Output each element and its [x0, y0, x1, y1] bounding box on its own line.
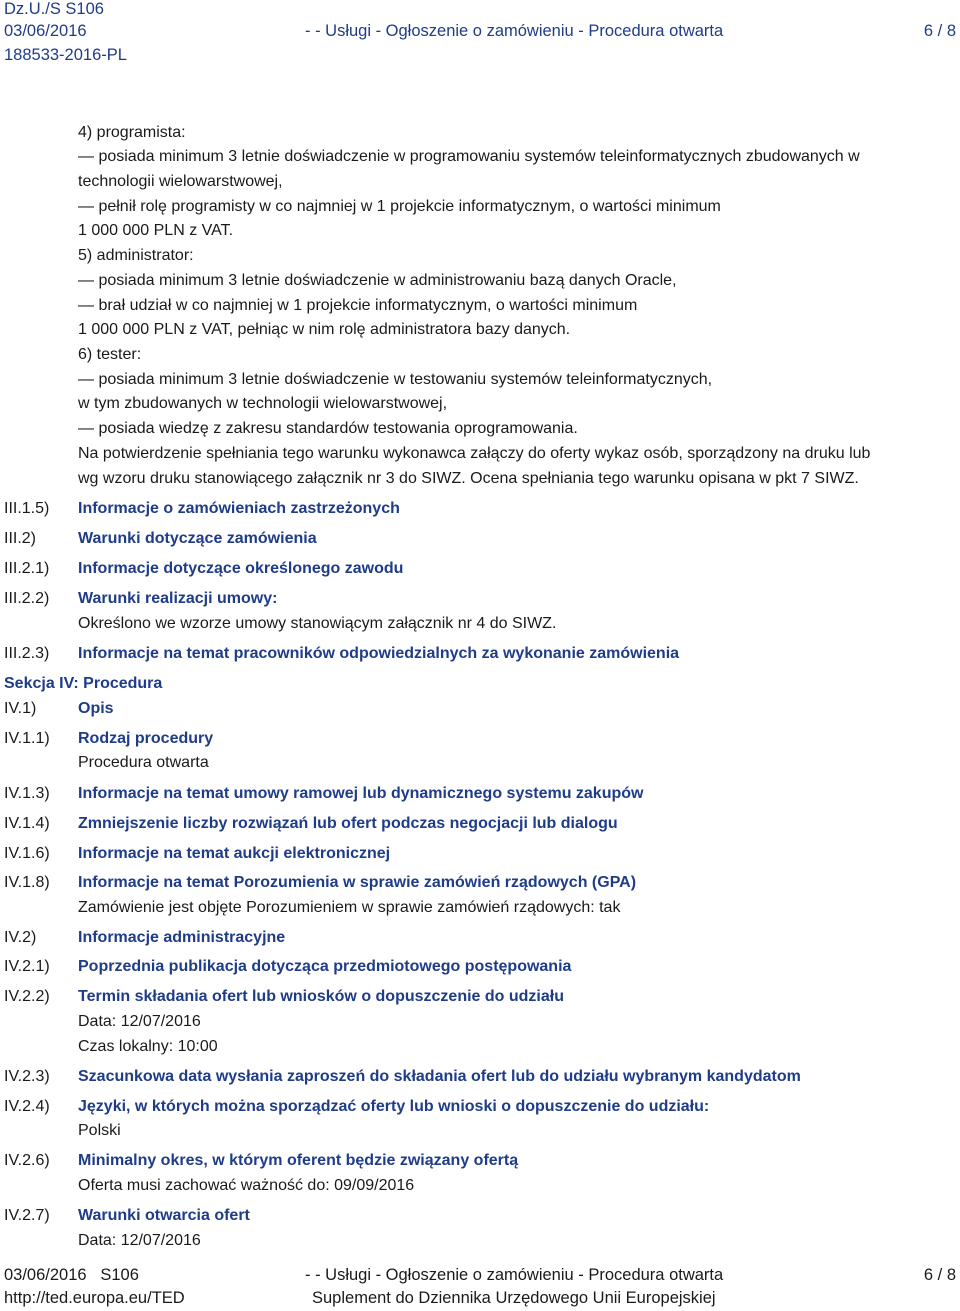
item-number: III.2.1) [4, 560, 50, 577]
item-title: Opis [78, 700, 114, 717]
item-title: Informacje na temat pracowników odpowiedzialnych za wykonanie zamówienia [78, 645, 680, 662]
body-line: wg wzoru druku stanowiącego załącznik nr 3 do SIWZ. Ocena spełniania tego warunku opisana w pkt 7 SIWZ. [78, 470, 859, 487]
item-text: Data: 12/07/2016 [78, 1232, 201, 1249]
item-number: IV.2.2) [4, 988, 50, 1005]
section-heading: Sekcja IV: Procedura [4, 675, 163, 692]
item-number: IV.2.7) [4, 1207, 50, 1224]
item-title: Minimalny okres, w którym oferent będzie związany ofertą [78, 1152, 519, 1169]
item-title: Warunki dotyczące zamówienia [78, 530, 317, 547]
footer-url: http://ted.europa.eu/TED [4, 1289, 185, 1307]
body-line: 5) administrator: [78, 247, 194, 264]
item-number: IV.2.1) [4, 958, 50, 975]
item-title: Informacje administracyjne [78, 929, 286, 946]
header-journal: Dz.U./S S106 [4, 0, 104, 18]
footer-supplement: Suplement do Dziennika Urzędowego Unii Europejskiej [312, 1289, 716, 1307]
item-title: Informacje na temat umowy ramowej lub dynamicznego systemu zakupów [78, 785, 644, 802]
item-text: Określono we wzorze umowy stanowiącym załącznik nr 4 do SIWZ. [78, 615, 557, 632]
item-text: Zamówienie jest objęte Porozumieniem w sprawie zamówień rządowych: tak [78, 899, 621, 916]
item-title: Warunki realizacji umowy: [78, 590, 278, 607]
item-number: III.2.3) [4, 645, 50, 662]
body-line: — posiada minimum 3 letnie doświadczenie w programowaniu systemów teleinformatycznych zbudowanych w [78, 148, 860, 165]
item-number: IV.2.6) [4, 1152, 50, 1169]
item-title: Informacje na temat Porozumienia w sprawie zamówień rządowych (GPA) [78, 874, 637, 891]
item-text: Procedura otwarta [78, 754, 209, 771]
footer-notice: - - Usługi - Ogłoszenie o zamówieniu - Procedura otwarta [305, 1266, 724, 1284]
item-number: III.2.2) [4, 590, 50, 607]
body-line: — brał udział w co najmniej w 1 projekcie informatycznym, o wartości minimum [78, 297, 638, 314]
item-title: Poprzednia publikacja dotycząca przedmiotowego postępowania [78, 958, 572, 975]
header-date: 03/06/2016 [4, 22, 87, 40]
body-line: 1 000 000 PLN z VAT, pełniąc w nim rolę administratora bazy danych. [78, 321, 571, 338]
item-title: Warunki otwarcia ofert [78, 1207, 250, 1224]
item-number: IV.1.3) [4, 785, 50, 802]
item-title: Informacje dotyczące określonego zawodu [78, 560, 404, 577]
item-number: IV.1.1) [4, 730, 50, 747]
body-line: — posiada wiedzę z zakresu standardów testowania oprogramowania. [78, 420, 578, 437]
item-number: IV.2.3) [4, 1068, 50, 1085]
item-title: Języki, w których można sporządzać oferty lub wnioski o dopuszczenie do udziału: [78, 1098, 710, 1115]
body-line: Na potwierdzenie spełniania tego warunku wykonawca załączy do oferty wykaz osób, sporządzony na druku lub [78, 445, 871, 462]
item-text: Czas lokalny: 10:00 [78, 1038, 218, 1055]
body-line: w tym zbudowanych w technologii wielowarstwowej, [78, 395, 448, 412]
item-text: Data: 12/07/2016 [78, 1013, 201, 1030]
body-line: 4) programista: [78, 124, 186, 141]
header-notice: - - Usługi - Ogłoszenie o zamówieniu - Procedura otwarta [305, 22, 724, 40]
item-title: Zmniejszenie liczby rozwiązań lub ofert podczas negocjacji lub dialogu [78, 815, 618, 832]
item-number: IV.1) [4, 700, 37, 717]
item-title: Informacje na temat aukcji elektronicznej [78, 845, 391, 862]
footer-date: 03/06/2016 S106 [4, 1266, 139, 1284]
item-number: III.2) [4, 530, 37, 547]
body-line: — pełnił rolę programisty w co najmniej w 1 projekcie informatycznym, o wartości minimum [78, 198, 721, 215]
item-text: Polski [78, 1122, 121, 1139]
body-line: — posiada minimum 3 letnie doświadczenie w administrowaniu bazą danych Oracle, [78, 272, 677, 289]
body-line: 6) tester: [78, 346, 142, 363]
item-number: IV.2.4) [4, 1098, 50, 1115]
item-text: Oferta musi zachować ważność do: 09/09/2016 [78, 1177, 415, 1194]
item-number: IV.1.8) [4, 874, 50, 891]
item-number: IV.1.4) [4, 815, 50, 832]
body-line: 1 000 000 PLN z VAT. [78, 222, 234, 239]
body-line: technologii wielowarstwowej, [78, 173, 283, 190]
header-ref: 188533-2016-PL [4, 46, 127, 64]
item-number: IV.1.6) [4, 845, 50, 862]
footer-page: 6 / 8 [923, 1266, 956, 1284]
item-number: III.1.5) [4, 500, 50, 517]
item-title: Rodzaj procedury [78, 730, 214, 747]
item-title: Informacje o zamówieniach zastrzeżonych [78, 500, 400, 517]
body-line: — posiada minimum 3 letnie doświadczenie w testowaniu systemów teleinformatycznych, [78, 371, 713, 388]
item-number: IV.2) [4, 929, 37, 946]
header-page: 6 / 8 [923, 22, 956, 40]
item-title: Termin składania ofert lub wniosków o dopuszczenie do udziału [78, 988, 564, 1005]
item-title: Szacunkowa data wysłania zaproszeń do składania ofert lub do udziału wybranym kandydatom [78, 1068, 801, 1085]
